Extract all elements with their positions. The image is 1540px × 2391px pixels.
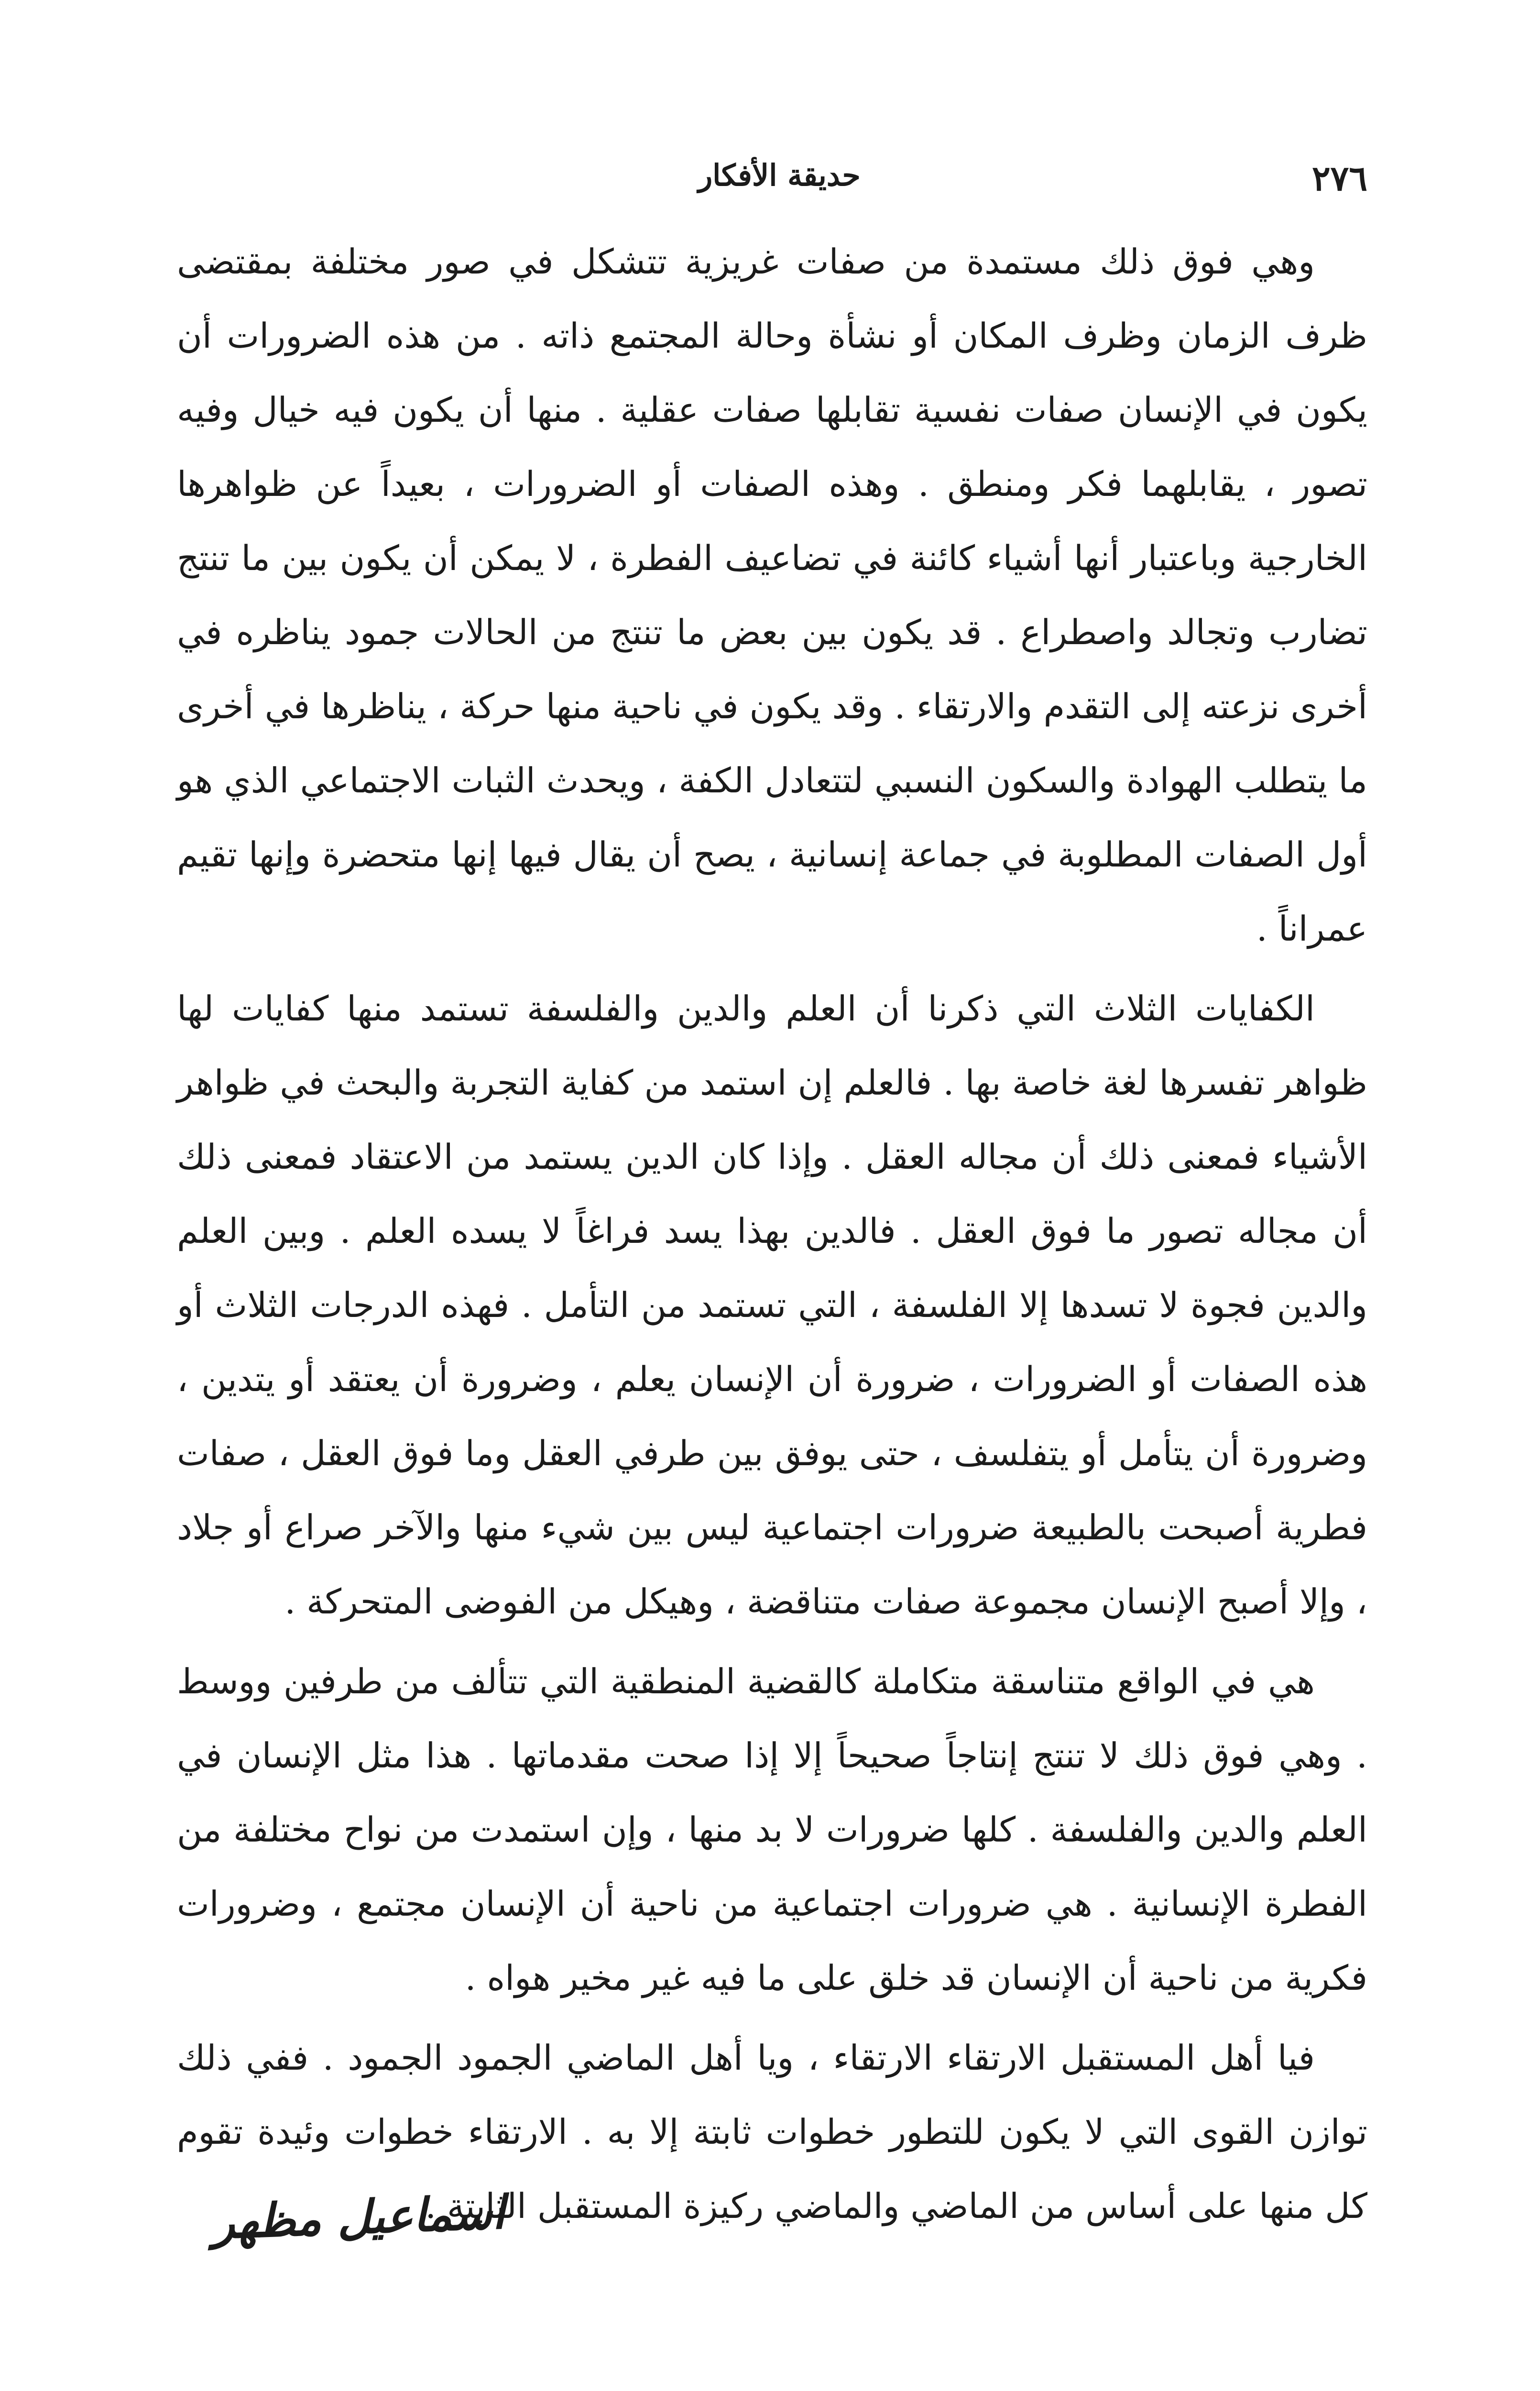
page-header xyxy=(191,143,1367,215)
paragraph-4: فيا أهل المستقبل الارتقاء الارتقاء ، ويا أهل الماضي الجمود الجمود . ففي ذلك توازن القوى التي لا يكون للتطور خطوات ثابتة إلا به . الارتقاء خطوات وئيدة تقوم كل منها على أساس من الماضي والماضي ركيزة المستقبل الثابتة . xyxy=(177,2038,1367,2226)
article-body xyxy=(177,225,1367,2249)
paragraph-2: الكفايات الثلاث التي ذكرنا أن العلم والدين والفلسفة تستمد منها كفايات لها ظواهر تفسرها لغة خاصة بها . فالعلم إن استمد من كفاية التجربة والبحث في ظواهر الأشياء فمعنى ذلك أن مجاله العقل . وإذا كان الدين يستمد من الاعتقاد فمعنى ذلك أن مجاله تصور ما فوق العقل . فالدين بهذا يسد فراغاً لا يسده العلم . وبين العلم والدين فجوة لا تسدها إلا الفلسفة ، التي تستمد من التأمل . فهذه الدرجات الثلاث أو هذه الصفات أو الضرورات ، ضرورة أن الإنسان يعلم ، وضرورة أن يعتقد أو يتدين ، وضرورة أن يتأمل أو يتفلسف ، حتى يوفق بين طرفي العقل وما فوق العقل ، صفات فطرية أصبحت بالطبيعة ضرورات اجتماعية ليس بين شيء منها والآخر صراع أو جلاد ، وإلا أصبح الإنسان مجموعة صفات متناقضة ، وهيكل من الفوضى المتحركة . xyxy=(177,988,1367,1622)
paragraph-3: هي في الواقع متناسقة متكاملة كالقضية المنطقية التي تتألف من طرفين ووسط . وهي فوق ذلك لا تنتج إنتاجاً صحيحاً إلا إذا صحت مقدماتها . هذا مثل الإنسان في العلم والدين والفلسفة . كلها ضرورات لا بد منها ، وإن استمدت من نواح مختلفة من الفطرة الإنسانية . هي ضرورات اجتماعية من ناحية أن الإنسان مجتمع ، وضرورات فكرية من ناحية أن الإنسان قد خلق على ما فيه غير مخير هواه . xyxy=(177,1661,1367,1998)
page-number: ٢٧٦ xyxy=(1311,158,1367,198)
author-signature: اسماعيل مظهر xyxy=(211,2185,506,2249)
paragraph-1: وهي فوق ذلك مستمدة من صفات غريزية تتشكل في صور مختلفة بمقتضى ظرف الزمان وظرف المكان أو نشأة وحالة المجتمع ذاته . من هذه الضرورات أن يكون في الإنسان صفات نفسية تقابلها صفات عقلية . منها أن يكون فيه خيال وفيه تصور ، يقابلهما فكر ومنطق . وهذه الصفات أو الضرورات ، بعيداً عن ظواهرها الخارجية وباعتبار أنها أشياء كائنة في تضاعيف الفطرة ، لا يمكن أن يكون بين ما تنتج تضارب وتجالد واصطراع . قد يكون بين بعض ما تنتج من الحالات جمود يناظره في أخرى نزعته إلى التقدم والارتقاء . وقد يكون في ناحية منها حركة ، يناظرها في أخرى ما يتطلب الهوادة والسكون النسبي لتتعادل الكفة ، ويحدث الثبات الاجتماعي الذي هو أول الصفات المطلوبة في جماعة إنسانية ، يصح أن يقال فيها إنها متحضرة وإنها تقيم عمراناً . xyxy=(177,241,1367,949)
running-head: حديقة الأفكار xyxy=(698,158,861,193)
